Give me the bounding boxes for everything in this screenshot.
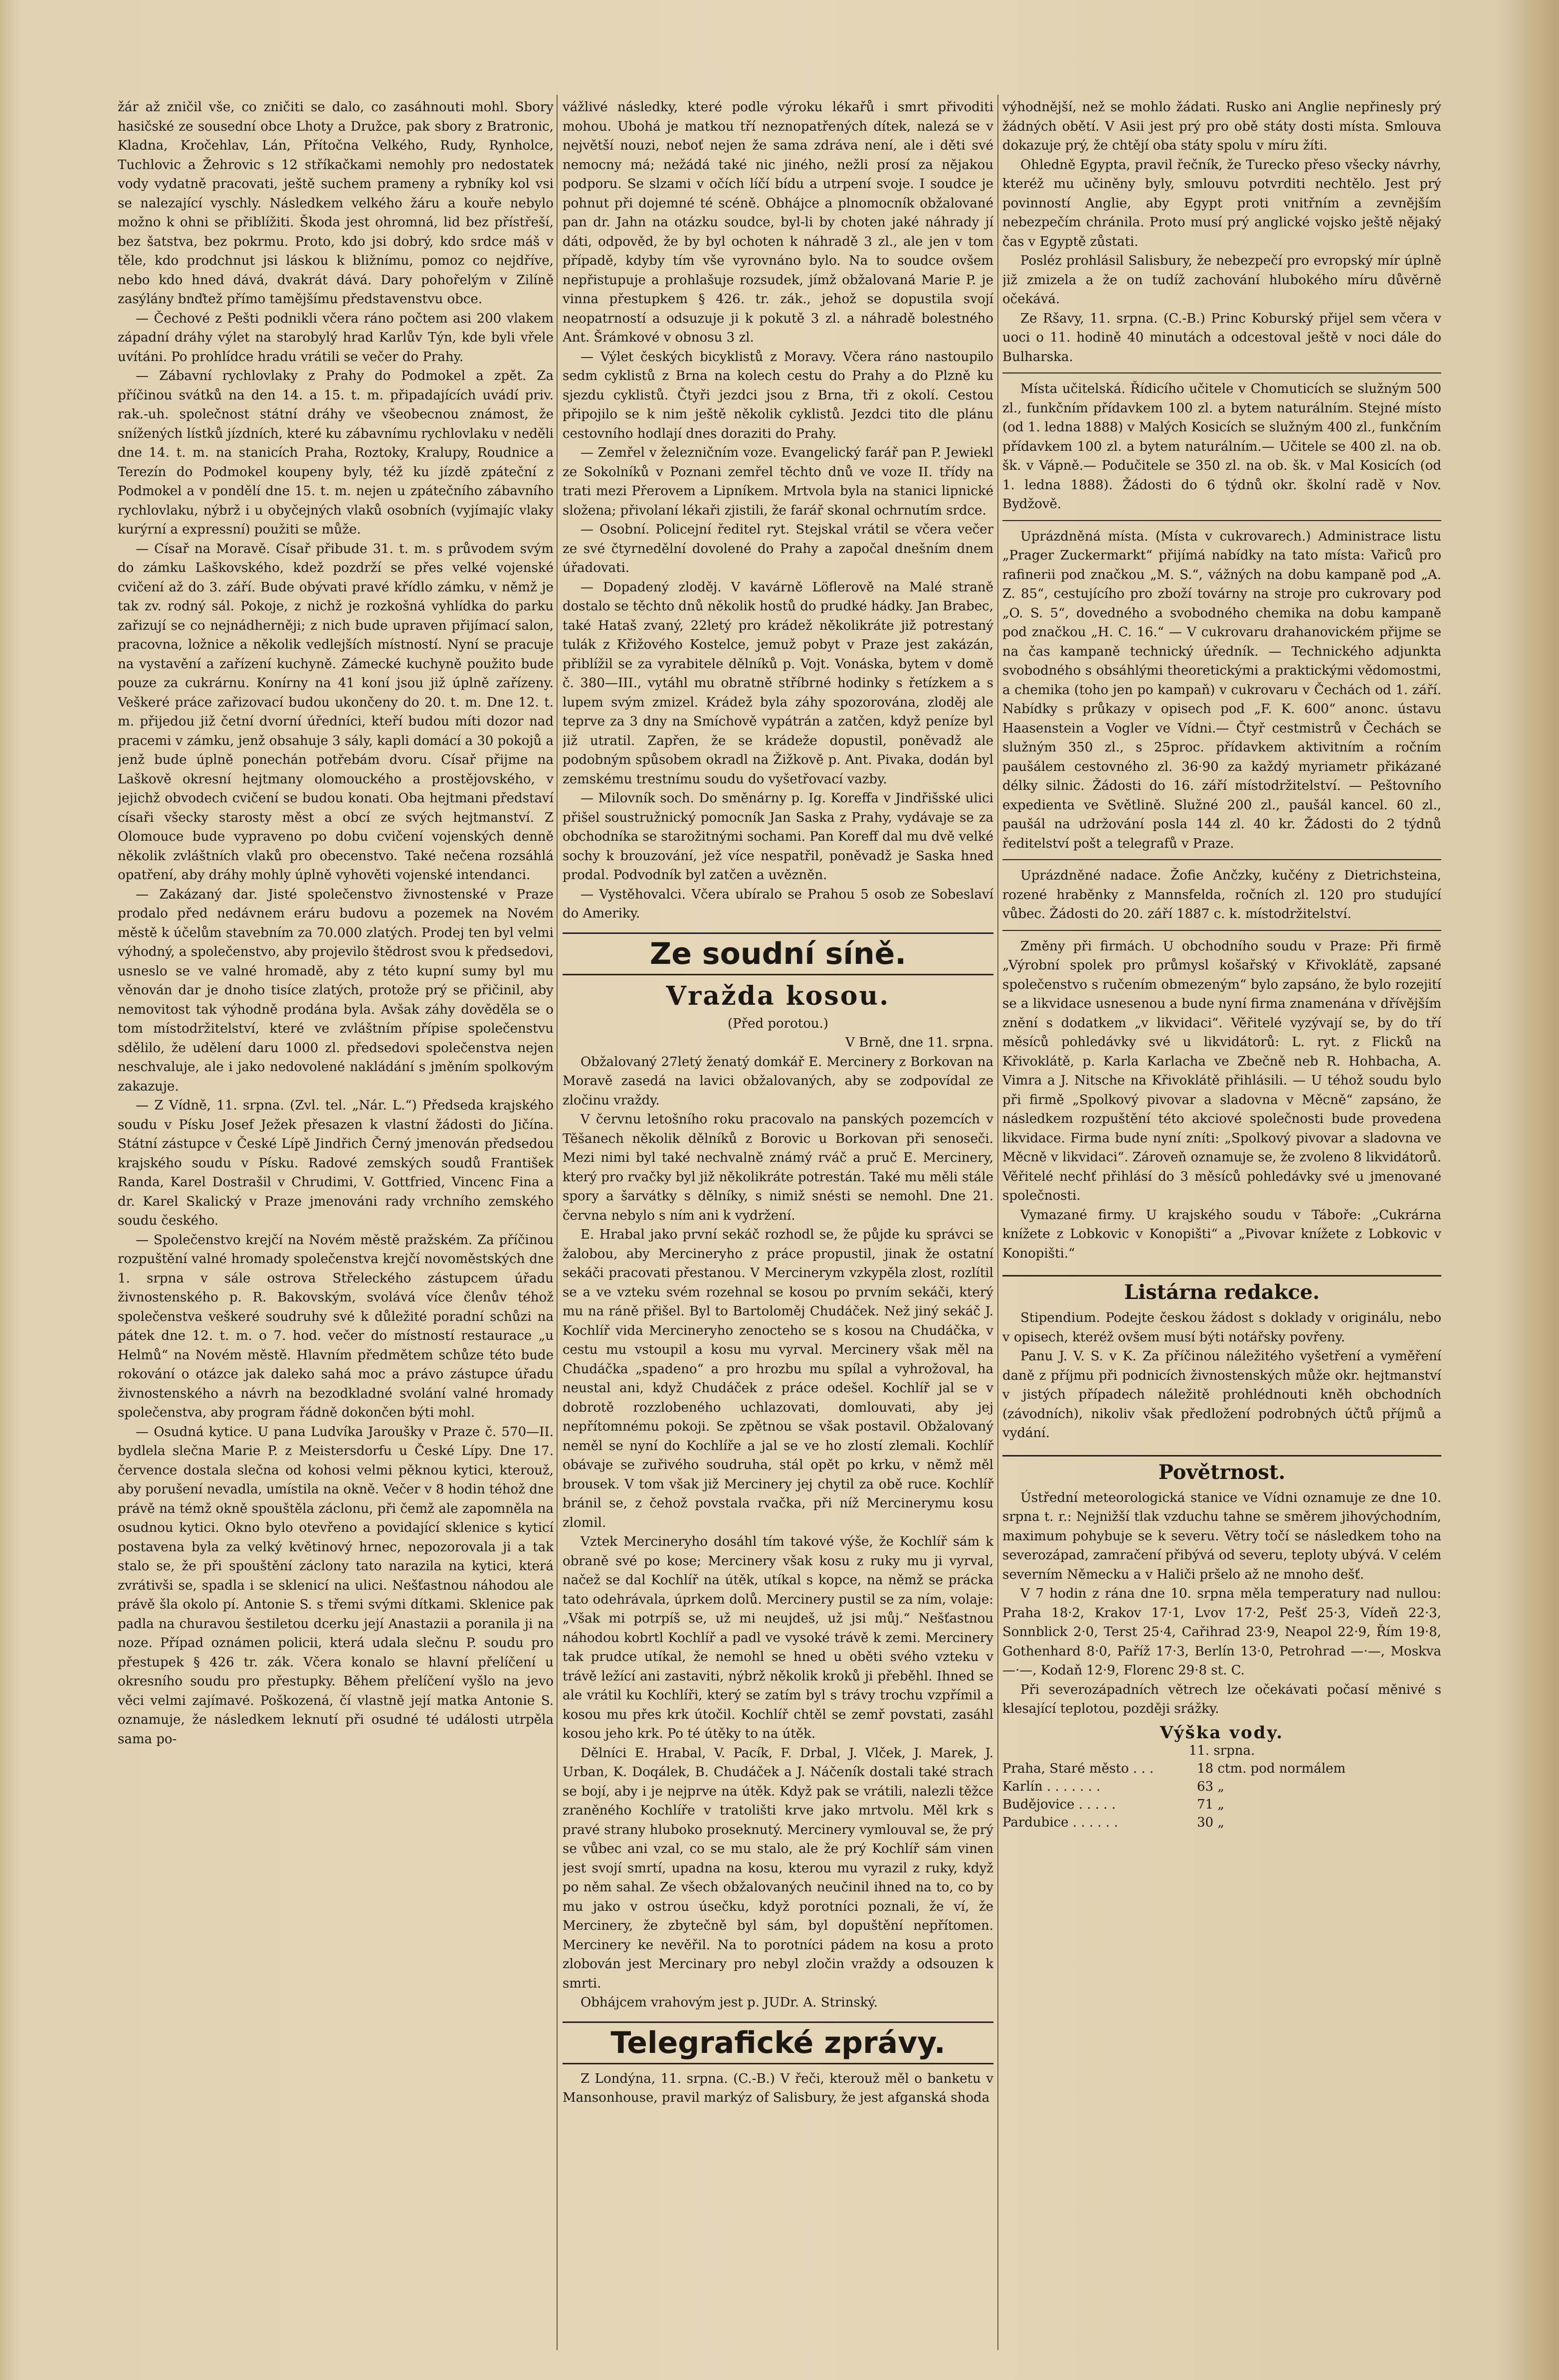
- divider: [1002, 520, 1441, 521]
- article-osudna-kytice: — Osudná kytice. U pana Ludvíka Jaroušky v Praze č. 570—II. bydlela slečna Marie P. z Meistersdorfu u České Lípy. Dne 17. července dostala slečna od kohosi velmi pěknou kytici, kterouž, aby porušení nevadla, umístila na okně. Večer v 8 hodin téhož dne právě na témž okně spouštěla záclonu, při čemž ale zapomněla na osudnou kytici. Okno bylo otevřeno a povidající sklenice s kyticí postavena byla za velký květinový hrnec, nepozorovala ji a tak stalo se, že při spouštění záclony tato narazila na kytici, která zvrátivši se, spadla i se sklenicí na ulici. Nešťastnou náhodou ale právě šla okolo pí. Antonie S. s třemi svými dítkami. Sklenice pak padla na churavou šestiletou dcerku její Anastazii a poranila ji na noze. Případ oznámen policii, která udala slečnu P. soudu pro přestupek § 426 tr. zák. Včera konalo se hlavní přelíčení u okresního soudu pro přestupky. Během přelíčení vyšlo na jevo věci velmi zajímavé. Poškozená, čí vlastně její matka Antonie S. oznamuje, že následkem leknutí při osudné té události utrpěla sama po-: [118, 1424, 554, 1747]
- table-row: [1002, 1778, 1441, 1796]
- water-level-date: 11. srpna.: [1188, 1743, 1255, 1758]
- water-value: 30 „: [1197, 1815, 1224, 1830]
- water-place: Karlín . . . . . . .: [1002, 1779, 1101, 1794]
- table-row: [1002, 1814, 1441, 1831]
- listarna-paragraph: Panu J. V. S. v K. Za příčinou náležitého vyšetření a vyměření daně z příjmu při podnicích živnostenských může okr. hejtmanství v jistých případech náležitě prohlédnouti kněh obchodních (závodních), nikoliv však předložení podrobných účtů příjmů a vydání.: [1002, 1349, 1441, 1441]
- telegram-salisbury: Posléz prohlásil Salisbury, že nebezpečí pro evropský mír úplně již zmizela a že on tudíž zachování hlubokého míru důvěrně očekává.: [1002, 253, 1441, 307]
- notice-zmeny-pri-firmach: Změny při firmách. U obchodního soudu v Praze: Při firmě „Výrobní spolek pro průmysl košařský v Křivoklátě, zapsané společenstvo s ručením obmezeným“ bylo zapsáno, že bylo rozejití se a likvidace usnesenou a bude nyní firma znamenána v dřívějším znění s dodatkem „v likvidaci“. Věřitelé vyzývají se, by do tří měsíců pohledávky své u likvidátorů: L. ryt. z Flicků na Křivoklátě, p. Karla Karlacha ve Zbečně neb R. Hohbacha, A. Vimra a J. Nitsche na Křivoklátě přihlásili. — U téhož soudu bylo při firmě „Spolkový pivovar a sladovna v Měcně“ zapsáno, že následkem rozpuštění této akciové společnosti bude provedena likvidace. Firma bude nyní zníti: „Spolkový pivovar a sladovna ve Měcně v likvidaci“. Zároveň oznamuje se, že zvoleno 8 likvidátorů. Věřitelé nechť přihlásí do 3 měsíců pohledávky své u jmenované společnosti.: [1002, 938, 1441, 1203]
- table-row: [1002, 1796, 1441, 1814]
- article-vylet-bicyklistu: — Výlet českých bicyklistů z Moravy. Včera ráno nastoupilo sedm cyklistů z Brna na kolech cestu do Prahy a do Plzně ku sjezdu cyklistů. Čtyři jezdci jsou z Brna, tři z okolí. Cestou připojilo se k nim ještě několik cyklistů. Jezdci tito dle plánu cestovního hodlají dnes doraziti do Prahy.: [563, 349, 993, 441]
- water-place: Pardubice . . . . . .: [1002, 1815, 1118, 1830]
- column-divider: [557, 95, 558, 2350]
- article-cechove-z-pesti: — Čechové z Pešti podnikli včera ráno počtem asi 200 vlakem západní dráhy výlet na starobylý hrad Karlův Týn, kde byli vřele uvítáni. Po prohlídce hradu vrátili se večer do Prahy.: [118, 311, 554, 365]
- article-cisar-na-morave: — Císař na Moravě. Císař přibude 31. t. m. s průvodem svým do zámku Laškovského, kdež pozdrží se přes velké vojenské cvičení až do 3. září. Bude obývati pravé křídlo zámku, v němž je tak zv. rodný sál. Pokoje, z nichž je rozkošná vyhlídka do parku zařizují se co nejnádherněji; z nich bude upraven přijímací salon, pracovna, ložnice a několik vedlejších místností. Nyní se pracuje na vystavění a zařízení kuchyně. Zámecké kuchyně použito bude pouze za cukrárnu. Konírny na 41 koní jsou již úplně zařízeny. Veškeré práce zařizovací budou ukončeny do 20. t. m. Dne 12. t. m. přijedou již četní dvorní úředníci, kteří budou míti dozor nad pracemi v zámku, jenž obsahuje 3 sály, kapli domácí a 30 pokojů a jenž bude úplně ponechán potřebám dvoru. Císař přijme na Laškově okresní hejtmany olomouckého a prostějovského, v jejichž obvodech cvičení se budou konati. Oba hejtmani představí císaři všecky starosty měst a obcí ze svých hejtmanství. Z Olomouce bude vypraveno po dobu cvičení vojenských denně několik zvláštních vlaků pro obecenstvo. Také nečena rozsáhlá opatření, aby dráhy mohly úplně vyhověti vojenské intendanci.: [118, 541, 554, 883]
- article-osobni: — Osobní. Policejní ředitel ryt. Stejskal vrátil se včera večer ze své čtyrnedělní dovolené do Prahy a započal dnešním dnem úřadovati.: [563, 522, 993, 575]
- article-dateline: V Brně, dne 11. srpna.: [845, 1035, 993, 1050]
- column-2: [563, 98, 993, 2348]
- water-place: Praha, Staré město . . .: [1002, 1761, 1154, 1776]
- water-level-title: Výška vody.: [1160, 1722, 1284, 1743]
- article-zakazany-dar: — Zakázaný dar. Jisté společenstvo živnostenské v Praze prodalo před nedávnem eráru budovu a pozemek na Novém městě k účelům stavebním za 70.000 zlatých. Prodej ten byl velmi výhodný, a společenstvo, aby projevilo štědrost svou k předsedovi, usneslo se ve valné hromadě, aby z této kupní sumy byl mu věnován dar je dnoho tisíce zlatých, protože prý se přičinil, aby nemovitost tak výhodně prodána byla. Avšak záhy dověděla se o tom místodržitelství, které ve zvláštním přípise společenstvu sdělilo, že udělení daru 1000 zl. předsedovi společenstva nejen neschvaluje, ale i jako nedovolené nakládání s jměním spolkovým zakazuje.: [118, 887, 554, 1094]
- notice-uprazdnene-nadace: Uprázdněné nadace. Žofie Ančzky, kučény z Dietrichsteina, rozené hraběnky z Mannsfelda, ročních zl. 120 pro studující vůbec. Žádosti do 20. září 1887 c. k. místodržitelství.: [1002, 868, 1441, 921]
- divider: [1002, 930, 1441, 931]
- water-value: 18 ctm. pod normálem: [1197, 1761, 1346, 1776]
- notice-mista-ucitelska: Místa učitelská. Řídicího učitele v Chomuticích se služným 500 zl., funkčním přídavkem 100 zl. a bytem naturálním. Stejné místo (od 1. ledna 1888) v Malých Kosicích se služným 400 zl., funkčním přídavkem 100 zl. a bytem naturálním.— Učitele se 400 zl. na ob. šk. v Vápně.— Podučitele se 350 zl. na ob. šk. v Mal Kosicích (od 1. ledna 1888). Žádosti do 6 týdnů okr. školní radě v Nov. Bydžově.: [1002, 381, 1441, 512]
- weather-paragraph: Ústřední meteorologická stanice ve Vídni oznamuje ze dne 10. srpna t. r.: Nejnižší tlak vzduchu tahne se směrem jihovýchodním, maximum pohybuje se k severu. Větry točí se následkem toho na severozápad, zamračení přibývá od severu, teploty ubývá. V celém severním Německu a v Haliči pršelo až ne mnoho dešť.: [1002, 1490, 1441, 1582]
- article-vystehovalci: — Vystěhovalci. Včera ubíralo se Prahou 5 osob ze Sobeslaví do Ameriky.: [563, 887, 993, 921]
- weather-paragraph: Při severozápadních větrech lze očekávati počasí měnivé s klesající teplotou, později srážky.: [1002, 1682, 1441, 1716]
- water-place: Budějovice . . . . .: [1002, 1797, 1116, 1812]
- section-banner-telegraficke-zpravy: Telegrafické zprávy.: [563, 2021, 993, 2064]
- article-milovnik-soch: — Milovník soch. Do směnárny p. Ig. Koreffa v Jindřišské ulici přišel soustružnický pomocník Jan Saska z Prahy, vydávaje se za obchodníka se starožitnými sochami. Pan Koreff dal mu dvě velké sochy k brouzování, jež více nespatřil, poněvadž je Saska hned prodal. Podvodník byl zatčen a uvězněn.: [563, 791, 993, 883]
- article-dopadeny-zlodej: — Dopadený zloděj. V kavárně Löflerově na Malé straně dostalo se těchto dnů několik hostů do prudké hádky. Jan Brabec, také Hataš zvaný, 22letý pro krádež několikráte již potrestaný tulák z Křižového Kostelce, jemuž pobyt v Praze jest zakázán, přiblížil se za vyrabitele dělníků p. Vojt. Vonáska, bytem v domě č. 380—III., vytáhl mu obratně stříbrné hodinky s řetízkem a s lupem svým zmizel. Krádež byla záhy spozorována, zloděj ale teprve za 3 dny na Smíchově vypátrán a zatčen, když peníze byl již utratil. Zapřen, že se krádeže dopustil, poněvadž ale podobným spůsobem okradl na Žižkově p. Ant. Pivaka, dodán byl zemskému trestnímu soudu do vyšetřovací vazby.: [563, 579, 993, 787]
- column-1: [118, 98, 554, 2348]
- divider: [1002, 372, 1441, 373]
- court-paragraph: V červnu letošního roku pracovalo na panských pozemcích v Těšanech několik dělníků z Borovic u Borkovan při senoseči. Mezi nimi byl také nechvalně známý rváč a pruč E. Mercinery, který pro rvačky byl již několikráte potrestán. Také mu měli stále spory a šarvátky s dělníky, s nimiž snésti se nemohl. Dne 21. června nebylo s ním ani k vydržení.: [563, 1112, 993, 1223]
- court-paragraph: Dělníci E. Hrabal, V. Pacík, F. Drbal, J. Vlček, J. Marek, J. Urban, K. Doqálek, B. Chudáček a J. Náčeník dostali také strach se bojí, aby i je nejprve na útěk. Když pak se vrátili, nalezli těžce zraněného Kochlíře v tratolišti krve jako mrtvolu. Měl krk s pravé strany hluboko proseknutý. Mercinery vymlouval se, že prý se vůbec ani vzal, co se mu stalo, ale že prý Kochlíř sám vinen jest svojí smrtí, upadna na kosu, kterou mu vyrazil z ruky, když po něm sahal. Ze všech obžalovaných neučinil ihned na to, co by mu jako v ostrou úsečku, když porotníci poznali, že ví, že Mercinery, že zbytečně byl sám, byl dopuštění nepřítomen. Mercinery ke nevěřil. Na to porotníci pádem na kosu a proto zlobován jest Mercinary pro nebyl zločin vraždy a odsouzen k smrti.: [563, 1745, 993, 1991]
- article-fire: žár až zničil vše, co zničiti se dalo, co zasáhnouti mohl. Sbory hasičské ze sousední obce Lhoty a Družce, pak sbory z Bratronic, Kladna, Kročehlav, Lán, Přítočna Velkého, Rudy, Rynholce, Tuchlovic a Žehrovic s 12 stříkačkami nemohly pro nedostatek vody vydatně pracovati, ještě suchem prameny a rybníky kol vsi se nalezající vyschly. Následkem velkého žáru a kouře nebylo možno k ohni se přiblížiti. Škoda jest ohromná, lid bez přístřeší, bez šatstva, bez pokrmu. Proto, kdo jsi dobrý, kdo srdce máš v těle, kdo prodchnut jsi láskou k bližnímu, pomoz co nejdříve, nebo kdo hned dává, dvakrát dává. Dary pohořelým v Zilíně zasýlány bnďtež přímo tamějšímu představenstvu obce.: [118, 100, 554, 307]
- court-paragraph: E. Hrabal jako první sekáč rozhodl se, že půjde ku správci se žalobou, aby Mercineryho z práce propustil, jinak že ostatní sekáči pracovati přestanou. V Mercinerym vzkypěla zlost, rozlítil se a ve vzteku svém rozehnal se kosou po prvním sekáči, který mu na ráně přišel. Byl to Bartoloměj Chudáček. Než jiný sekáč J. Kochlíř vida Mercineryho zenocteho se s kosou na Chudáčka, v cestu mu vstoupil a kosu mu vyrval. Mercinery však měl na Chudáčka „spadeno“ a pro hrozbu mu spílal a vyhrožoval, ha neustal ani, když Chudáček z práce odešel. Kochlíř jal se v dobrotě rozzlobeného uchlazovati, domlouvati, aby jej nepřítomnému pokoji. Se zpětnou se však postavil. Obžalovaný neměl se nyní do Kochlíře a jal se ve ho zlostí zlemali. Kochlíř obávaje se zuřivého soudruha, stál opět po krku, v němž měl brousek. V tom však již Mercinery jej chytil za obě ruce. Kochlíř bránil se, z čehož povstala rvačka, při níž Mercinerymu kosu zlomil.: [563, 1227, 993, 1530]
- court-paragraph: Vztek Mercineryho dosáhl tím takové výše, že Kochlíř sám k obraně své po kose; Mercinery však kosu z ruky mu ji vyrval, načež se dal Kochlíř na útěk, utíkal s kopce, na němž se prácka tato odehrávala, úprkem dolů. Mercinery pustil se za ním, volaje: „Však mi potrpíš se, už mi neujdeš, už jsi můj.“ Nešťastnou náhodou kobrtl Kochlíř a padl ve vysoké trávě k zemi. Mercinery tak prudce utíkal, že nemohl se hned u oběti svého vzteku v trávě ležící ani zastaviti, nýbrž několik kroků ji přeběhl. Ihned se ale vrátil ku Kochlíři, který se zatím byl s trávy trochu vzpřímil a kosou mu přes krk útočil. Kochlíř chtěl se zemř povstati, zasáhl kosou jeho krk. Po té útěky to na útěk.: [563, 1534, 993, 1741]
- article-spolecenstvo-krejci: — Společenstvo krejčí na Novém městě pražském. Za příčinou rozpuštění valné hromady společenstva krejčí novoměstských dne 1. srpna v sále ostrova Střeleckého zástupcem úřadu živnostenského p. R. Bakovským, svolává více členův téhož společenstva veškeré soudruhy své k důležité poradní schůzi na pátek dne 12. t. m. o 7. hod. večer do místností restaurace „u Helmů“ na Novém městě. Hlavním předmětem schůze této bude rokování o otázce jak daleko sahá moc a právo zástupce úřadu živnostenského a návrh na bezodkladné svolání valné hromady společenstva, aby program řádně dokončen býti mohl.: [118, 1232, 554, 1420]
- court-paragraph: Obhájcem vrahovým jest p. JUDr. A. Strinský.: [581, 1995, 878, 2010]
- water-value: 63 „: [1197, 1779, 1224, 1794]
- article-subtitle: (Před porotou.): [728, 1016, 828, 1031]
- section-title-povetrnost: Povětrnost.: [1002, 1455, 1441, 1485]
- notice-vymazane-firmy: Vymazané firmy. U krajského soudu v Táboře: „Cukrárna knížete z Lobkovic v Konopišti“ a „Pivovar knížete z Lobkovic v Konopišti.“: [1002, 1207, 1441, 1261]
- article-z-vidne: — Z Vídně, 11. srpna. (Zvl. tel. „Nár. L.“) Předseda krajského soudu v Písku Josef Ježek přesazen k vlastní žádosti do Jičína. Státní zástupce v České Lípě Jindřich Černý jmenován předsedou krajského soudu v Písku. Radové zemských soudů František Randa, Karel Dostrašil v Chrudimi, V. Gottfried, Vincenc Fina a dr. Karel Skalický v Praze jmenováni rady vrchního zemského soudu českého.: [118, 1098, 554, 1228]
- court-paragraph: Obžalovaný 27letý ženatý domkář E. Mercinery z Borkovan na Moravě zasedá na lavici obžalovaných, aby se zodpovídal ze zločinu vraždy.: [563, 1054, 993, 1108]
- telegram-koburg: Ze Ršavy, 11. srpna. (C.-B.) Princ Koburský přijel sem včera v uoci o 11. hodině 40 minutách a odcestoval ještě v noci dále do Bulharska.: [1002, 311, 1441, 365]
- weather-paragraph: V 7 hodin z rána dne 10. srpna měla temperatury nad nullou: Praha 18·2, Krakov 17·1, Lvov 17·2, Pešť 25·3, Vídeň 22·3, Sonnblick 2·0, Terst 25·4, Cařihrad 23·9, Neapol 22·9, Řím 19·8, Gothenhard 8·0, Paříž 17·3, Berlín 13·0, Petrohrad —·—, Moskva —·—, Kodaň 12·9, Florenc 29·8 st. C.: [1002, 1586, 1441, 1678]
- article-zemrel-ve-voze: — Zemřel v železničním voze. Evangelický farář pan P. Jewiekl ze Sokolníků v Poznani zemřel těchto dnů ve voze II. třídy na trati mezi Přerovem a Lipníkem. Mrtvola byla na stanici lipnické složena; přivolaní lékaři zjistili, že farář skonal ochrnutím srdce.: [563, 445, 993, 518]
- notice-uprazdnena-mista: Uprázdněná místa. (Místa v cukrovarech.) Administrace listu „Prager Zuckermarkt“ přijímá nabídky na tato místa: Vařiců pro rafinerii pod značkou „M. S.“, vážných na dobu kampaně pod „A. Z. 85“, cestujícího pro zboží továrny na stroje pro cukrovary pod „O. S. 5“, dovedného a svobodného chemika na dobu kampaně pod značkou „H. C. 16.“ — V cukrovaru drahanovickém přijme se na čas kampaně technický úředník. — Technického adjunkta svobodného s obsáhlými theoretickými a praktickými vědomostmi, a chemika (toho jen po kampaň) v cukrovaru v Čechách od 1. září. Nabídky s průkazy v opisech pod „F. K. 600“ anonc. ústavu Haasenstein a Vogler ve Vídni.— Čtyř cestmistrů v Čechách se služným 350 zl., s 25proc. přídavkem aktivitním a ročním paušálem cestovného zl. 36·90 za každý myriametr přikázané délky silnic. Žádosti do 16. září místodržitelství. — Peštovního expedienta ve Světlině. Služné 200 zl., paušál kancel. 60 zl., paušál na udržování posla 144 zl. 40 kr. Žádosti do 2 týdnů ředitelství pošt a telegrafů v Praze.: [1002, 529, 1441, 851]
- article-title-vrazda-kosou: Vražda kosou.: [666, 980, 890, 1011]
- listarna-paragraph: Stipendium. Podejte českou žádost s doklady v originálu, nebo v opisech, kteréž ovšem musí býti notářsky povřeny.: [1002, 1310, 1441, 1345]
- column-divider: [997, 95, 998, 2350]
- telegram-paragraph: Z Londýna, 11. srpna. (C.-B.) V řeči, kterouž měl o banketu v Mansonhouse, pravil markýz of Salisbury, že jest afganská shoda: [563, 2071, 993, 2105]
- table-row: [1002, 1760, 1441, 1778]
- telegram-egypt: Ohledně Egypta, pravil řečník, že Turecko přeso všecky návrhy, kteréž mu učiněny byly, smlouvu potvrditi nechtělo. Jest prý povinností Anglie, aby Egypt proti vnitřním a zevnějším nebezpečím chránila. Proto musí prý anglické vojsko ještě nějaký čas v Egyptě zůstati.: [1002, 157, 1441, 249]
- article-continuation: vážlivé následky, které podle výroku lékařů i smrt přivoditi mohou. Ubohá je matkou tří neznopatřených dítek, nalezá se v největší nouzi, neboť nejen že sama zdráva není, ale i děti své nemocny má; nežádá také nic jiného, nežli prosí za nějakou podporu. Se slzami v očích líčí bídu a utrpení svoje. I soudce je pohnut při dojemné té scéně. Obhájce a plnomocník obžalované pan dr. Jahn na otázku soudce, byl-li by choten jaké náhrady jí dáti, odpověd, že by byl ochoten k náhradě 3 zl., ale jen v tom případě, kdyby tím vše vyrovnáno bylo. Na to soudce ovšem nepřistupuje a prohlašuje rozsudek, jímž obžalovaná Marie P. je vinna přestupkem § 426. tr. zák., jehož se dopustila svojí neopatrností a odsuzuje ji k pokutě 3 zl. a náhradě bolestného Ant. Šrámkové v obnosu 3 zl.: [563, 100, 993, 345]
- water-value: 71 „: [1197, 1797, 1224, 1812]
- article-zabavni-rychlovlaky: — Zábavní rychlovlaky z Prahy do Podmokel a zpět. Za příčinou svátků na den 14. a 15. t. m. připadajících uvádí priv. rak.-uh. společnost státní dráhy ve všeobecnou známost, že snížených lístků jízdních, které ku zábavnímu rychlovlaku v neděli dne 14. t. m. na stanicích Praha, Roztoky, Kralupy, Roudnice a Terezín do Podmokel koupeny byly, též ku jízdě zpáteční z Podmokel a v pondělí dne 15. t. m. nejen u zpátečního zábavního rychlovlaku, nýbrž i u obyčejných vlaků osobních (vyjímajíc vlaky kurýrní a expressní) použiti se může.: [118, 368, 554, 537]
- telegram-continuation: výhodnější, než se mohlo žádati. Rusko ani Anglie nepřinesly prý žádných obětí. V Asii jest prý pro obě státy dosti místa. Smlouva dokazuje prý, že chtějí oba státy spolu v míru žíti.: [1002, 100, 1441, 153]
- column-3: [1002, 98, 1441, 2348]
- section-title-listarna: Listárna redakce.: [1002, 1275, 1441, 1305]
- divider: [1002, 859, 1441, 860]
- water-level-table: [1002, 1724, 1441, 1831]
- section-banner-soudni-sin: Ze soudní síně.: [563, 932, 993, 975]
